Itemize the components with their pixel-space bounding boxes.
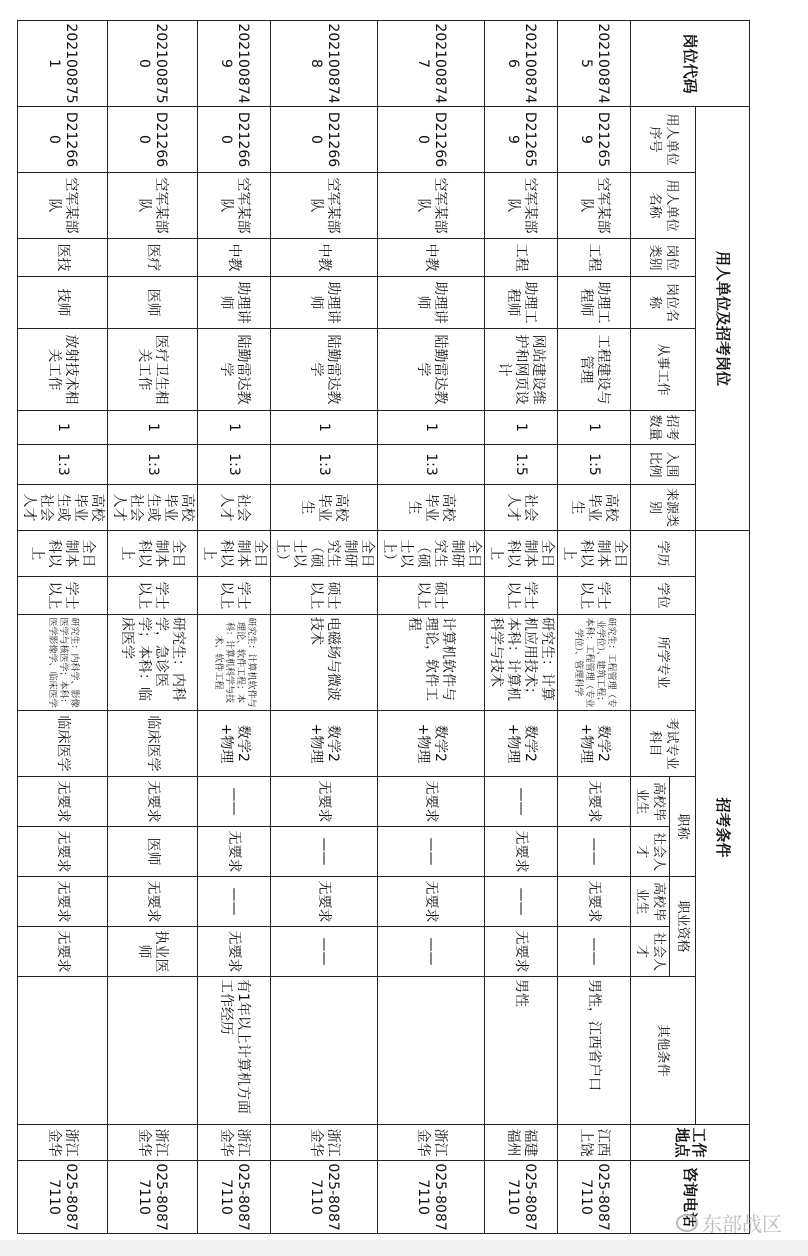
cell-post-type: 医技	[18, 239, 108, 277]
cell-title-social: ——	[558, 827, 631, 877]
cell-quota: 1	[198, 411, 271, 445]
cell-qual-grad: 无要求	[18, 877, 108, 927]
header-post-type: 岗位类别	[631, 239, 696, 277]
header-ratio: 入围比例	[631, 445, 696, 485]
header-degree: 学位	[631, 577, 696, 615]
cell-exam: 数学2+物理	[271, 711, 378, 777]
cell-title-social: ——	[378, 827, 485, 877]
recruitment-table-rotated	[21, 20, 750, 1231]
header-employer-group: 用人单位及招考岗位	[696, 107, 750, 531]
header-location: 工作地点	[631, 1125, 750, 1161]
cell-education: 全日制本科以上	[18, 531, 108, 577]
cell-source: 社会人才	[485, 485, 558, 531]
cell-unit-name: 空军某部队	[198, 173, 271, 239]
cell-degree: 学士以上	[198, 577, 271, 615]
cell-title-social: 医师	[108, 827, 198, 877]
cell-quota: 1	[18, 411, 108, 445]
cell-other: 男性，江西省户口	[558, 977, 631, 1125]
cell-major: 研究生：计算机应用技术；本科：计算机科学与技术	[485, 615, 558, 711]
cell-unit-name: 空军某部队	[378, 173, 485, 239]
cell-location: 浙江金华	[18, 1125, 108, 1161]
cell-unit-code: D212659	[485, 107, 558, 173]
cell-education: 全日制本科以上	[108, 531, 198, 577]
table-row	[108, 21, 198, 1234]
cell-phone: 025-80877110	[108, 1161, 198, 1234]
cell-duty: 陆勤雷达教学	[271, 329, 378, 411]
cell-unit-code: D212660	[198, 107, 271, 173]
cell-title-grad: 无要求	[271, 777, 378, 827]
cell-phone: 025-80877110	[198, 1161, 271, 1234]
cell-location: 江西上饶	[558, 1125, 631, 1161]
cell-duty: 放射技术相关工作	[18, 329, 108, 411]
header-qual-group: 职业资格	[670, 877, 696, 977]
cell-major: 研究生：计算机软件与理论、软件工程；本科：计算机科学与技术、软件工程	[198, 615, 271, 711]
cell-title-social: 无要求	[485, 827, 558, 877]
cell-major: 计算机软件与理论，软件工程	[378, 615, 485, 711]
cell-ratio: 1:3	[271, 445, 378, 485]
header-duty: 从事工作	[631, 329, 696, 411]
cell-location: 浙江金华	[378, 1125, 485, 1161]
cell-exam: 临床医学	[108, 711, 198, 777]
cell-degree: 学士以上	[108, 577, 198, 615]
cell-location: 浙江金华	[198, 1125, 271, 1161]
cell-major: 研究生：内科学、影像医学与核医学；本科：医学影像学、临床医学	[18, 615, 108, 711]
cell-source: 社会人才	[198, 485, 271, 531]
cell-unit-code: D212660	[108, 107, 198, 173]
header-unit-name: 用人单位名称	[631, 173, 696, 239]
cell-title-social: 无要求	[18, 827, 108, 877]
cell-other	[108, 977, 198, 1125]
cell-unit-name: 空军某部队	[108, 173, 198, 239]
cell-post-type: 医疗	[108, 239, 198, 277]
cell-qual-social: ——	[558, 927, 631, 977]
cell-code: 2021008747	[378, 21, 485, 107]
cell-education: 全日制本科以上	[198, 531, 271, 577]
cell-unit-code: D212660	[378, 107, 485, 173]
cell-post-name: 助理讲师	[378, 277, 485, 329]
cell-qual-social: ——	[271, 927, 378, 977]
cell-code: 2021008748	[271, 21, 378, 107]
header-qual-grad: 高校毕业生	[631, 877, 670, 927]
cell-major: 研究生：工程管理（专业学位）、建筑工程；本科：工程管理（专业学位）、管理科学	[558, 615, 631, 711]
cell-post-name: 助理工程师	[558, 277, 631, 329]
wechat-icon	[676, 1214, 698, 1232]
cell-location: 浙江金华	[108, 1125, 198, 1161]
header-code: 岗位代码	[631, 21, 750, 107]
cell-duty: 工程建设与管理	[558, 329, 631, 411]
cell-post-type: 工程	[485, 239, 558, 277]
header-phone: 咨询电话	[631, 1161, 750, 1234]
cell-post-name: 技师	[18, 277, 108, 329]
header-title-group: 职称	[670, 777, 696, 877]
cell-post-type: 中教	[271, 239, 378, 277]
cell-ratio: 1:3	[378, 445, 485, 485]
cell-education: 全日制本科以上	[485, 531, 558, 577]
cell-qual-social: 执业医师	[108, 927, 198, 977]
cell-post-name: 助理讲师	[271, 277, 378, 329]
cell-post-name: 助理工程师	[485, 277, 558, 329]
header-qual-social: 社会人才	[631, 927, 670, 977]
cell-other	[271, 977, 378, 1125]
header-other: 其他条件	[631, 977, 696, 1125]
watermark	[676, 1208, 782, 1237]
header-education: 学历	[631, 531, 696, 577]
cell-exam: 数学2+物理	[378, 711, 485, 777]
cell-duty: 陆勤雷达教学	[378, 329, 485, 411]
cell-major: 研究生：内科学，急诊医学；本科：临床医学	[108, 615, 198, 711]
cell-quota: 1	[271, 411, 378, 445]
cell-ratio: 1:3	[18, 445, 108, 485]
cell-qual-grad: 无要求	[378, 877, 485, 927]
cell-qual-grad: 无要求	[558, 877, 631, 927]
cell-location: 福建福州	[485, 1125, 558, 1161]
watermark-text: 东部战区	[702, 1212, 782, 1236]
cell-other: 有1年以上计算机方面工作经历	[198, 977, 271, 1125]
cell-major: 电磁场与微波技术	[271, 615, 378, 711]
cell-qual-grad: 无要求	[108, 877, 198, 927]
header-post-name: 岗位名称	[631, 277, 696, 329]
cell-quota: 1	[378, 411, 485, 445]
cell-title-grad: 无要求	[108, 777, 198, 827]
table-row	[18, 21, 108, 1234]
cell-qual-grad: 无要求	[271, 877, 378, 927]
cell-phone: 025-80877110	[378, 1161, 485, 1234]
cell-exam: 数学2+物理	[198, 711, 271, 777]
cell-code: 2021008746	[485, 21, 558, 107]
cell-degree: 学士以上	[485, 577, 558, 615]
cell-duty: 网站建设维护和网页设计	[485, 329, 558, 411]
cell-code: 2021008751	[18, 21, 108, 107]
header-major: 所学专业	[631, 615, 696, 711]
cell-post-type: 中教	[198, 239, 271, 277]
cell-title-grad: ——	[198, 777, 271, 827]
cell-phone: 025-80877110	[18, 1161, 108, 1234]
cell-degree: 学士以上	[18, 577, 108, 615]
header-exam: 考试专业科目	[631, 711, 696, 777]
table-row	[378, 21, 485, 1234]
cell-exam: 临床医学	[18, 711, 108, 777]
cell-title-grad: 无要求	[558, 777, 631, 827]
cell-quota: 1	[108, 411, 198, 445]
cell-quota: 1	[558, 411, 631, 445]
header-unit-code: 用人单位序号	[631, 107, 696, 173]
cell-title-grad: ——	[485, 777, 558, 827]
cell-other: 男性	[485, 977, 558, 1125]
table-row	[198, 21, 271, 1234]
recruitment-table	[17, 20, 750, 1234]
cell-degree: 学士以上	[558, 577, 631, 615]
cell-post-name: 助理讲师	[198, 277, 271, 329]
cell-qual-social: 无要求	[198, 927, 271, 977]
cell-title-grad: 无要求	[18, 777, 108, 827]
cell-ratio: 1:3	[108, 445, 198, 485]
cell-unit-code: D212660	[271, 107, 378, 173]
cell-phone: 025-80877110	[558, 1161, 631, 1234]
header-quota: 招考数量	[631, 411, 696, 445]
cell-source: 高校毕业生或社会人才	[18, 485, 108, 531]
cell-duty: 医疗卫生相关工作	[108, 329, 198, 411]
cell-title-social: 无要求	[198, 827, 271, 877]
cell-source: 高校毕业生	[378, 485, 485, 531]
cell-ratio: 1:5	[558, 445, 631, 485]
cell-qual-grad: ——	[198, 877, 271, 927]
cell-source: 高校毕业生	[558, 485, 631, 531]
cell-qual-social: 无要求	[18, 927, 108, 977]
header-conditions: 招考条件	[696, 531, 750, 1125]
cell-post-name: 医师	[108, 277, 198, 329]
cell-phone: 025-80877110	[271, 1161, 378, 1234]
cell-exam: 数学2+物理	[558, 711, 631, 777]
cell-other	[18, 977, 108, 1125]
cell-unit-code: D212659	[558, 107, 631, 173]
cell-other	[378, 977, 485, 1125]
cell-education: 全日制研究生（硕士以上）	[378, 531, 485, 577]
cell-degree: 硕士以上	[378, 577, 485, 615]
cell-code: 2021008750	[108, 21, 198, 107]
cell-code: 2021008749	[198, 21, 271, 107]
table-row	[271, 21, 378, 1234]
cell-duty: 陆勤雷达教学	[198, 329, 271, 411]
cell-ratio: 1:5	[485, 445, 558, 485]
footer-bar	[0, 1240, 808, 1256]
header-title-grad: 高校毕业生	[631, 777, 670, 827]
cell-degree: 硕士以上	[271, 577, 378, 615]
cell-unit-name: 空军某部队	[271, 173, 378, 239]
cell-phone: 025-80877110	[485, 1161, 558, 1234]
cell-quota: 1	[485, 411, 558, 445]
cell-source: 高校毕业生	[271, 485, 378, 531]
cell-qual-grad: ——	[485, 877, 558, 927]
cell-title-social: ——	[271, 827, 378, 877]
cell-post-type: 中教	[378, 239, 485, 277]
cell-education: 全日制研究生（硕士以上）	[271, 531, 378, 577]
cell-post-type: 工程	[558, 239, 631, 277]
table-row	[558, 21, 631, 1234]
cell-location: 浙江金华	[271, 1125, 378, 1161]
cell-unit-name: 空军某部队	[18, 173, 108, 239]
cell-source: 高校毕业生或社会人才	[108, 485, 198, 531]
cell-ratio: 1:3	[198, 445, 271, 485]
cell-unit-name: 空军某部队	[558, 173, 631, 239]
table-row	[485, 21, 558, 1234]
cell-qual-social: ——	[378, 927, 485, 977]
cell-education: 全日制本科以上	[558, 531, 631, 577]
cell-qual-social: 无要求	[485, 927, 558, 977]
cell-title-grad: 无要求	[378, 777, 485, 827]
header-title-social: 社会人才	[631, 827, 670, 877]
cell-exam: 数学2+物理	[485, 711, 558, 777]
cell-unit-code: D212660	[18, 107, 108, 173]
header-source: 来源类别	[631, 485, 696, 531]
cell-unit-name: 空军某部队	[485, 173, 558, 239]
cell-code: 2021008745	[558, 21, 631, 107]
